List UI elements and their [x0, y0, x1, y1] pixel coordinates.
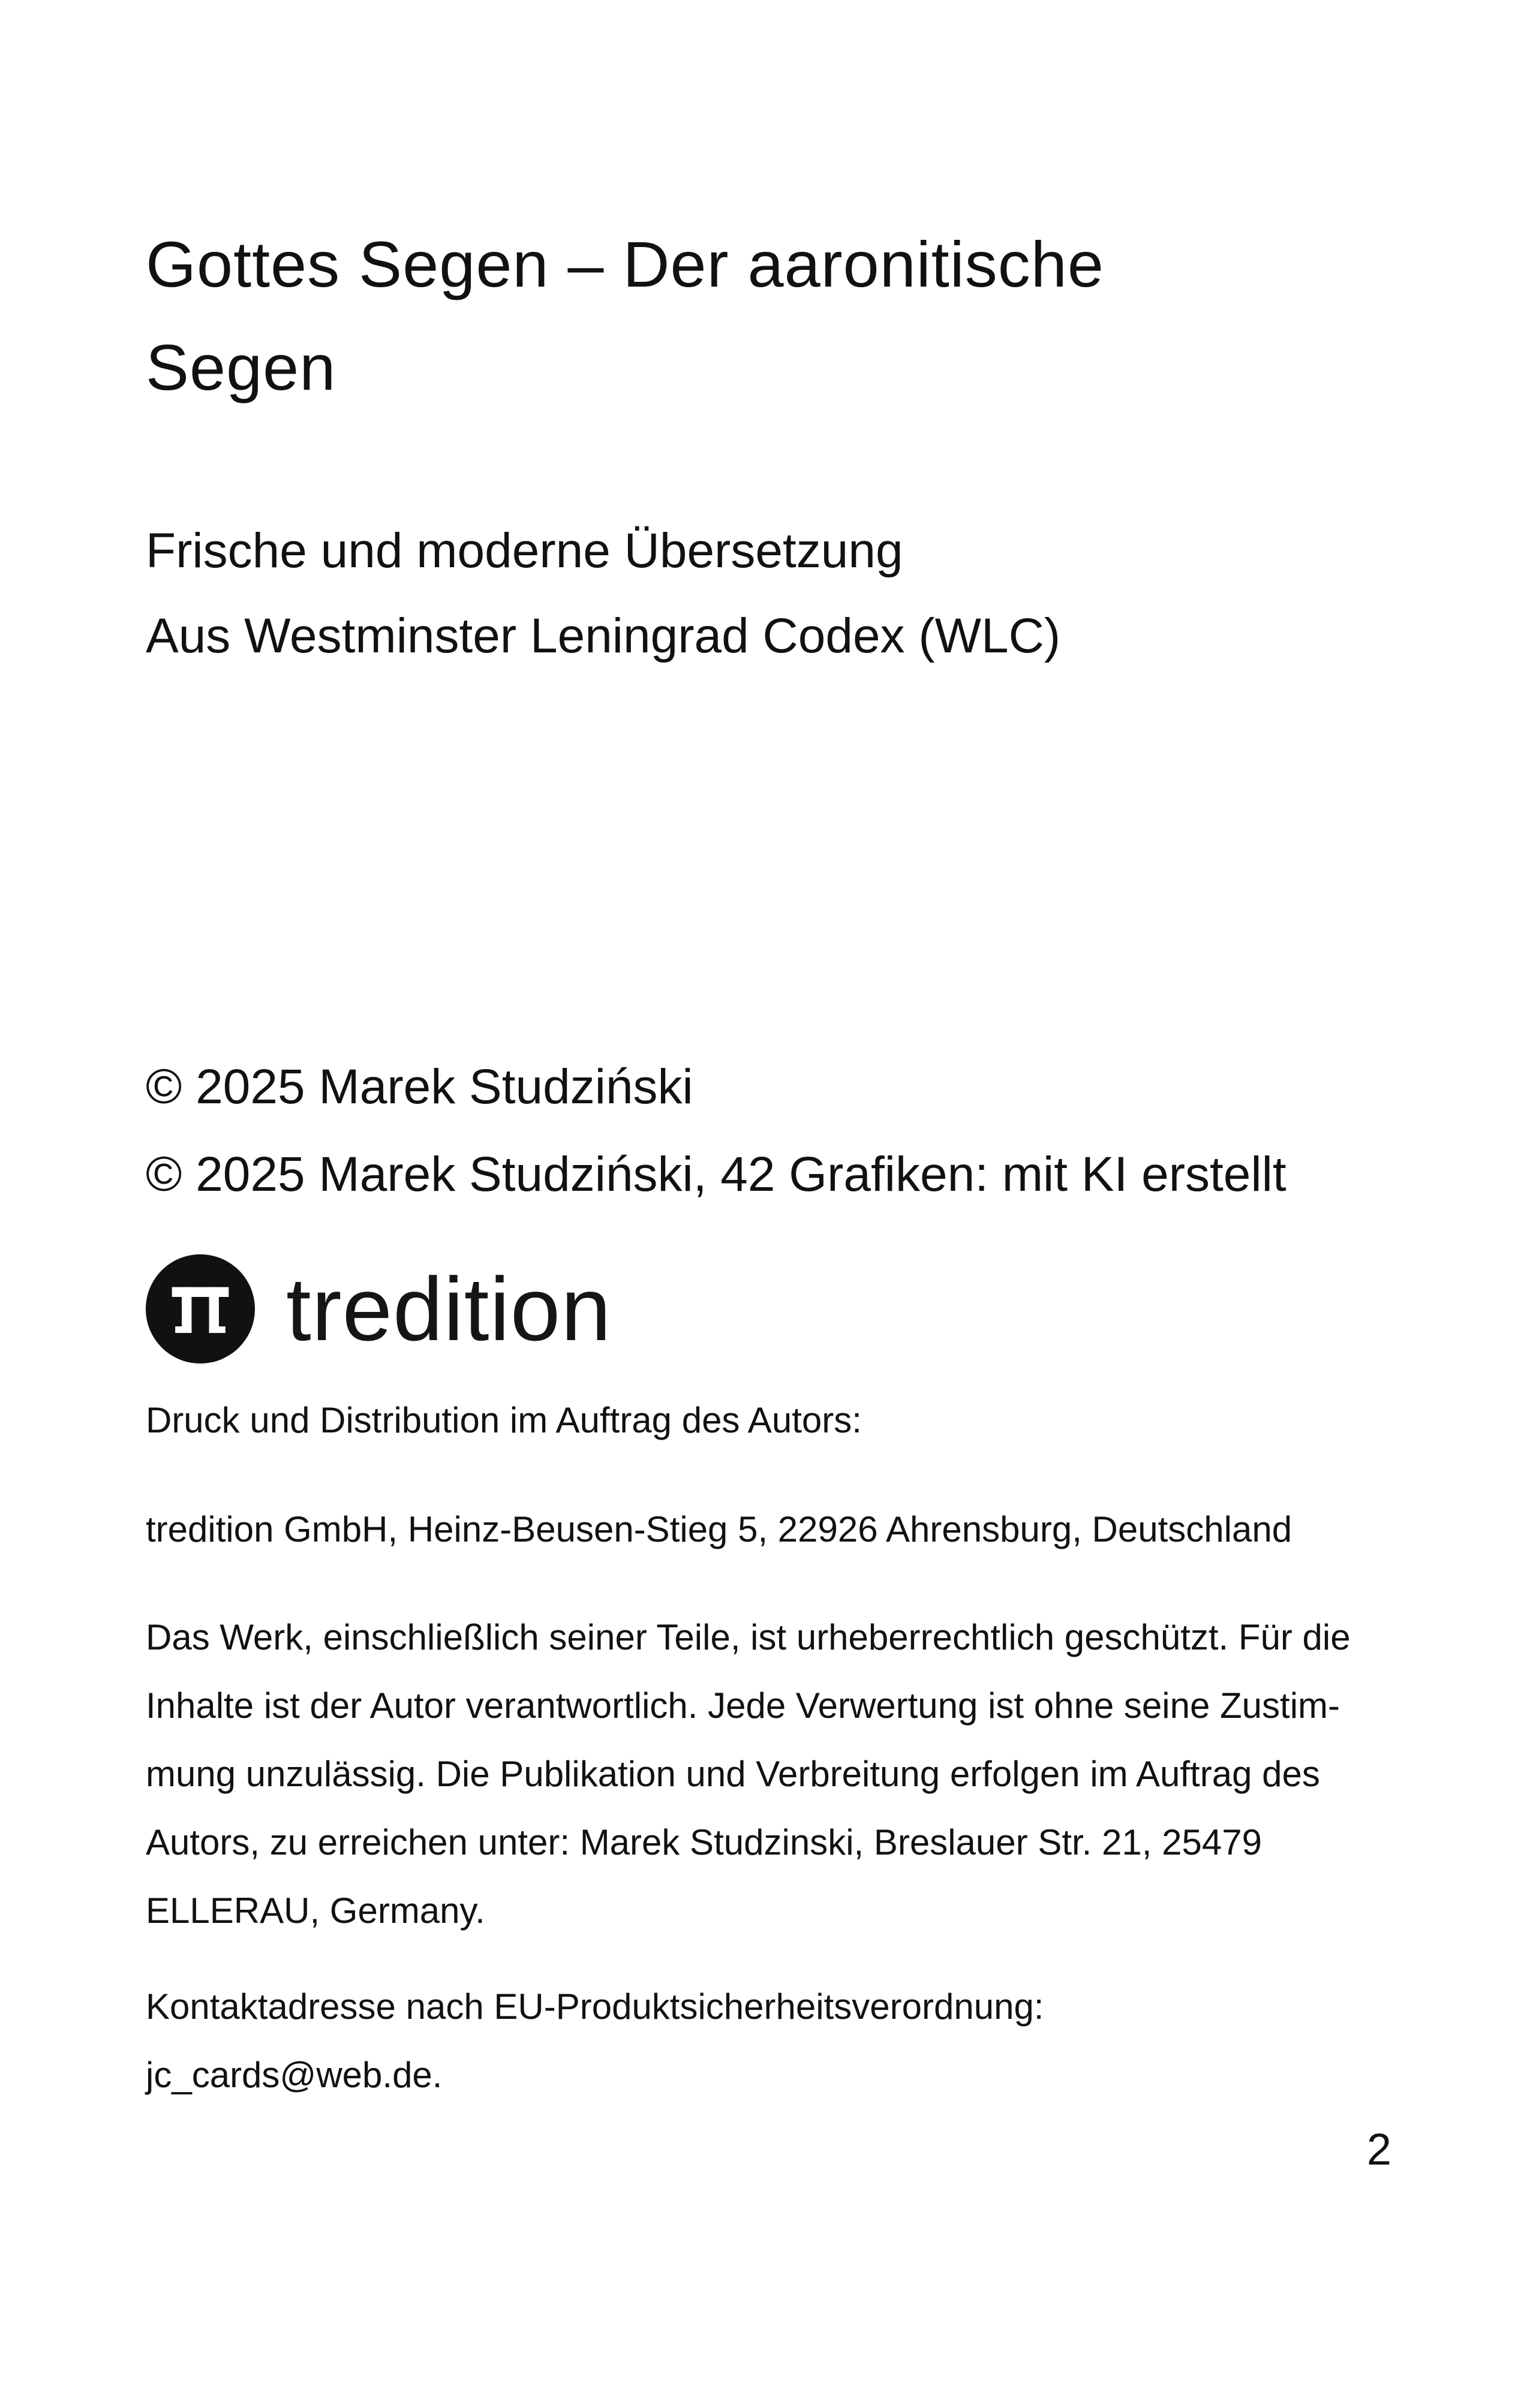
contact-block — [146, 1973, 1405, 2109]
copyright-notice — [146, 1043, 1465, 1218]
contact-label: Kontaktadresse nach EU-Produktsicherheitsverordnung: — [146, 1986, 1044, 2027]
copyright-line-1: © 2025 Marek Studziński — [146, 1059, 693, 1114]
legal-line: ELLERAU, Germany. — [146, 1891, 485, 1931]
contact-email: jc_cards@web.de. — [146, 2055, 443, 2095]
distribution-label: Druck und Distribution im Auftrag des Autors: — [146, 1400, 862, 1440]
legal-line: mung unzulässig. Die Publikation und Verbreitung erfolgen im Auftrag des — [146, 1754, 1320, 1794]
subtitle-line-1: Frische und moderne Übersetzung — [146, 523, 903, 578]
tredition-logo-icon — [146, 1254, 255, 1363]
copyright-line-2: © 2025 Marek Studziński, 42 Grafiken: mit KI erstellt — [146, 1147, 1286, 1202]
legal-line: Autors, zu erreichen unter: Marek Studzinski, Breslauer Str. 21, 25479 — [146, 1822, 1262, 1862]
publisher-logo — [146, 1252, 612, 1366]
publisher-logo-text: tredition — [286, 1259, 612, 1359]
book-subtitle — [146, 508, 1405, 679]
page-number: 2 — [1366, 2124, 1391, 2174]
book-title-line-1: Gottes Segen – Der aaronitische — [146, 228, 1104, 300]
publisher-address: tredition GmbH, Heinz-Beusen-Stieg 5, 22926 Ahrensburg, Deutschland — [146, 1509, 1292, 1549]
legal-notice — [146, 1603, 1405, 1945]
subtitle-line-2: Aus Westminster Leningrad Codex (WLC) — [146, 609, 1061, 663]
legal-line: Das Werk, einschließlich seiner Teile, ist urheberrechtlich geschützt. Für die — [146, 1617, 1351, 1657]
book-title — [146, 213, 1165, 419]
book-title-line-2: Segen — [146, 331, 336, 404]
legal-line: Inhalte ist der Autor verantwortlich. Jede Verwertung ist ohne seine Zustim- — [146, 1685, 1340, 1726]
